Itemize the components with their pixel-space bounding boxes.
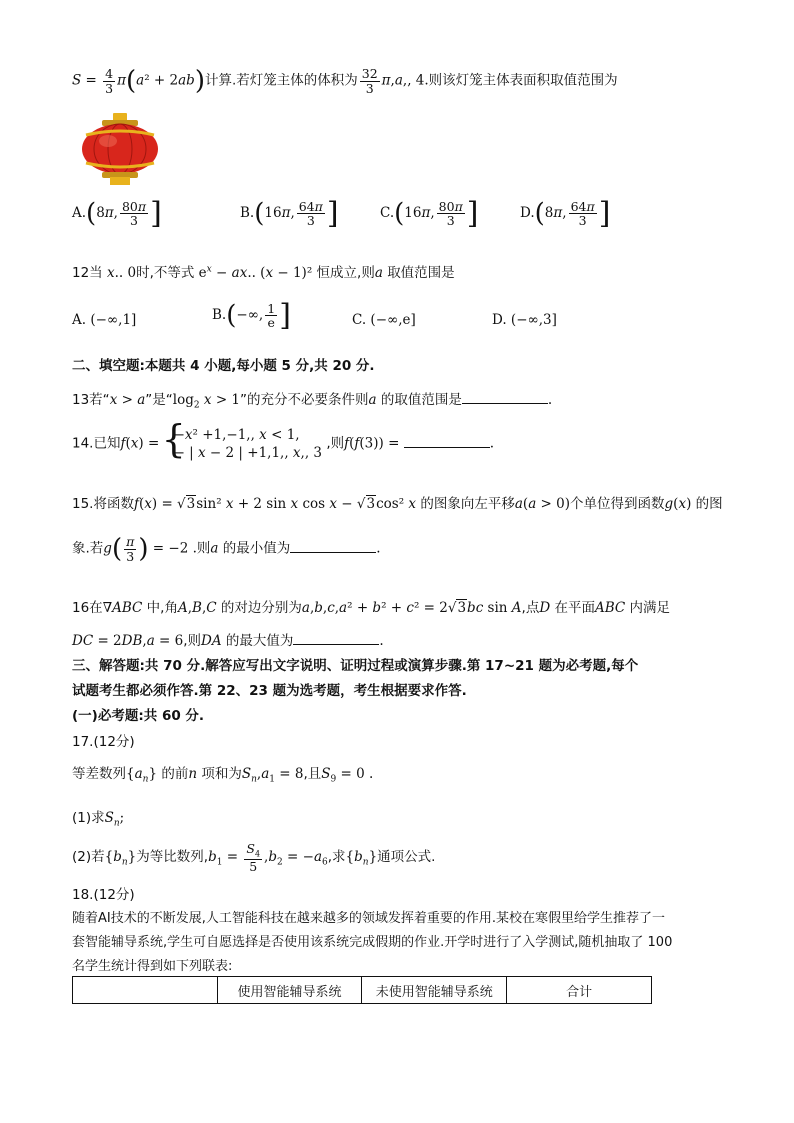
table-header-cell: 未使用智能辅导系统 [362,977,507,1004]
q18-text-line3: 名学生统计得到如下列联表: [72,959,233,974]
q16-line1: 16在∇ABC 中,角A,B,C 的对边分别为a,b,c,a² + b² + c² = 2√3bc sin A,点D 在平面ABC 内满足 [72,600,670,616]
q11-option-c: C.(16π, $\frac{80\pi}{3}$ ] [380,196,479,231]
required-section-title: (一)必考题:共 60 分. [72,708,205,724]
contingency-table [72,976,652,1004]
q14: 14.已知f(x) = { −x² +1,−1,, x < 1, − | x − 2 | +1,1,, x,, 3 ,则f(f(3)) = . [72,426,494,462]
lantern-image [80,113,160,185]
q12-option-c: C. (−∞,e] [352,312,416,328]
section-fill-in-title: 二、填空题:本题共 4 小题,每小题 5 分,共 20 分. [72,358,375,374]
q12-option-b: B.(−∞, $\frac{1}{e}$ ] [212,298,291,333]
q17-part2: (2)若$\{b_n\}$为等比数列$,b_1$ = $\frac{S_4}{5}$ $,b_2 = -a_6$,求$\{b_n\}$通项公式. [72,841,436,874]
section-answer-title-line2: 试题考生都必须作答.第 22、23 题为选考题，考生根据要求作答. [72,683,467,699]
q12-option-d: D. (−∞,3] [492,312,557,328]
answer-blank[interactable] [404,435,490,448]
q17-head: 17.(12分) [72,734,135,750]
q17-part1: (1)求$S_n$; [72,810,125,829]
section-answer-title-line1: 三、解答题:共 70 分.解答应写出文字说明、证明过程或演算步骤.第 17~21 题为必考题,每个 [72,658,639,674]
q11-stem: S = $\frac{4}{3}$ π(a² + 2ab)计算.若灯笼主体的体积为 $\frac{32}{3}$ π,a,, 4.则该灯笼主体表面积取值范围为 [72,66,618,96]
q18-head: 18.(12分) [72,887,135,903]
q11-option-b: B.(16π, $\frac{64\pi}{3}$ ] [240,196,339,231]
q12-stem: 12当 x.. 0时,不等式 $e^x$ − ax.. (x − 1)² 恒成立,则a 取值范围是 [72,264,455,281]
q11-option-a: A.(8π, $\frac{80\pi}{3}$ ] [72,196,162,231]
table-header-row [73,977,652,1004]
q15-line1: 15.将函数f(x) = √3sin² x + 2 sin x cos x − √3cos² x 的图象向左平移a(a > 0)个单位得到函数g(x) 的图 [72,496,723,512]
answer-blank[interactable] [462,391,548,404]
answer-blank[interactable] [290,540,376,553]
q16-line2: DC = 2DB,a = 6,则DA 的最大值为 . [72,633,384,649]
q12-option-a: A. (−∞,1] [72,312,137,328]
q18-text-line2: 套智能辅导系统,学生可自愿选择是否使用该系统完成假期的作业.开学时进行了入学测试,随机抽取了 100 [72,935,673,950]
table-header-cell [73,977,218,1004]
q15-line2: 象.若g( $\frac{\pi}{3}$ ) = −2 .则a 的最小值为 . [72,534,381,564]
q11-option-d: D.(8π, $\frac{64\pi}{3}$ ] [520,196,611,231]
q17-stem: 等差数列$\{a_n\}$ 的前n 项和为$S_n,a_1 = 8$,且$S_9 = 0$ . [72,766,374,785]
table-header-cell: 合计 [507,977,652,1004]
q18-text-line1: 随着AI技术的不断发展,人工智能科技在越来越多的领域发挥着重要的作用.某校在寒假里给学生推荐了一 [72,911,665,926]
q13: 13若“x > a”是“$\log_2$ x > 1”的充分不必要条件则a 的取值范围是 . [72,392,553,411]
table-header-cell: 使用智能辅导系统 [217,977,362,1004]
answer-blank[interactable] [293,632,379,645]
